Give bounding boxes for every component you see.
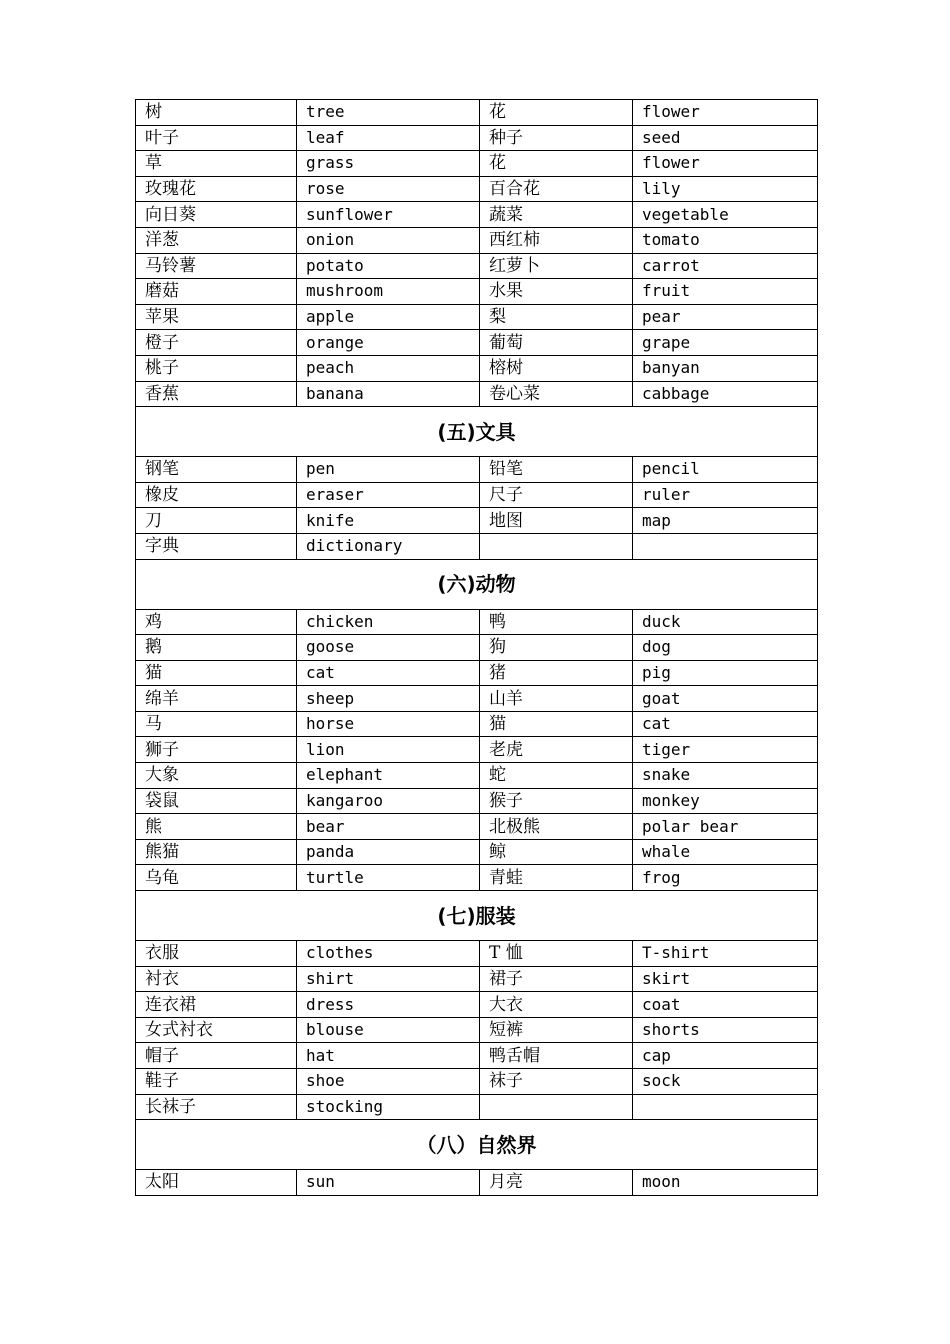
vocab-row (136, 508, 818, 534)
vocab-row (136, 202, 818, 228)
english-word-cell: ruler (633, 482, 818, 508)
vocab-row (136, 686, 818, 712)
chinese-word-cell: 百合花 (480, 176, 633, 202)
english-word-cell: moon (633, 1170, 818, 1196)
vocabulary-table (135, 99, 818, 1196)
chinese-word-cell: 橡皮 (136, 482, 297, 508)
section-title: (五)文具 (136, 407, 818, 457)
english-word-cell: frog (633, 865, 818, 891)
english-word-cell: lion (297, 737, 480, 763)
chinese-word-cell: 北极熊 (480, 814, 633, 840)
chinese-word-cell: 鲸 (480, 839, 633, 865)
chinese-word-cell: 袜子 (480, 1069, 633, 1095)
chinese-word-cell: 榕树 (480, 355, 633, 381)
english-word-cell: chicken (297, 609, 480, 635)
vocab-row (136, 1170, 818, 1196)
chinese-word-cell: 熊 (136, 814, 297, 840)
chinese-word-cell: 鸡 (136, 609, 297, 635)
english-word-cell: cabbage (633, 381, 818, 407)
chinese-word-cell: 鹅 (136, 635, 297, 661)
chinese-word-cell: 铅笔 (480, 457, 633, 483)
section-header-row (136, 1120, 818, 1170)
chinese-word-cell: 洋葱 (136, 227, 297, 253)
chinese-word-cell: 花 (480, 151, 633, 177)
english-word-cell: bear (297, 814, 480, 840)
english-word-cell: T-shirt (633, 941, 818, 967)
chinese-word-cell: 老虎 (480, 737, 633, 763)
vocab-row (136, 227, 818, 253)
chinese-word-cell: 乌龟 (136, 865, 297, 891)
section-title: （八）自然界 (136, 1120, 818, 1170)
english-word-cell: skirt (633, 966, 818, 992)
english-word-cell: duck (633, 609, 818, 635)
vocab-row (136, 660, 818, 686)
english-word-cell: onion (297, 227, 480, 253)
chinese-word-cell: 香蕉 (136, 381, 297, 407)
english-word-cell: tree (297, 100, 480, 126)
vocab-row (136, 763, 818, 789)
section-header-row (136, 559, 818, 609)
vocab-row (136, 865, 818, 891)
chinese-word-cell: 刀 (136, 508, 297, 534)
chinese-word-cell: 花 (480, 100, 633, 126)
chinese-word-cell: 连衣裙 (136, 992, 297, 1018)
vocab-row (136, 966, 818, 992)
chinese-word-cell: 字典 (136, 533, 297, 559)
vocab-row (136, 1017, 818, 1043)
english-word-cell: vegetable (633, 202, 818, 228)
english-word-cell: banana (297, 381, 480, 407)
english-word-cell: pig (633, 660, 818, 686)
chinese-word-cell: 衣服 (136, 941, 297, 967)
vocab-row (136, 457, 818, 483)
chinese-word-cell: 绵羊 (136, 686, 297, 712)
section-title: (六)动物 (136, 559, 818, 609)
section-header-row (136, 891, 818, 941)
english-word-cell: seed (633, 125, 818, 151)
english-word-cell: stocking (297, 1094, 480, 1120)
english-word-cell: eraser (297, 482, 480, 508)
english-word-cell: horse (297, 711, 480, 737)
english-word-cell: cat (297, 660, 480, 686)
chinese-word-cell: 橙子 (136, 330, 297, 356)
english-word-cell: apple (297, 304, 480, 330)
chinese-word-cell: 马铃薯 (136, 253, 297, 279)
vocab-row (136, 609, 818, 635)
english-word-cell: hat (297, 1043, 480, 1069)
english-word-cell: fruit (633, 279, 818, 305)
english-word-cell: dictionary (297, 533, 480, 559)
english-word-cell: grape (633, 330, 818, 356)
vocab-row (136, 711, 818, 737)
english-word-cell: shirt (297, 966, 480, 992)
chinese-word-cell: 葡萄 (480, 330, 633, 356)
chinese-word-cell: 草 (136, 151, 297, 177)
chinese-word-cell: 苹果 (136, 304, 297, 330)
chinese-word-cell: 裙子 (480, 966, 633, 992)
english-word-cell: carrot (633, 253, 818, 279)
english-word-cell: sheep (297, 686, 480, 712)
chinese-word-cell: 鞋子 (136, 1069, 297, 1095)
chinese-word-cell: 梨 (480, 304, 633, 330)
english-word-cell: flower (633, 151, 818, 177)
chinese-word-cell: 尺子 (480, 482, 633, 508)
vocab-row (136, 151, 818, 177)
chinese-word-cell: 玫瑰花 (136, 176, 297, 202)
chinese-word-cell: 鸭舌帽 (480, 1043, 633, 1069)
vocab-row (136, 941, 818, 967)
vocab-row (136, 482, 818, 508)
vocab-row (136, 814, 818, 840)
chinese-word-cell: 桃子 (136, 355, 297, 381)
chinese-word-cell: 猫 (480, 711, 633, 737)
english-word-cell: knife (297, 508, 480, 534)
chinese-word-cell: 狮子 (136, 737, 297, 763)
english-word-cell: pen (297, 457, 480, 483)
english-word-cell: tiger (633, 737, 818, 763)
vocab-row (136, 279, 818, 305)
chinese-word-cell: 熊猫 (136, 839, 297, 865)
chinese-word-cell: 衬衣 (136, 966, 297, 992)
chinese-word-cell: 钢笔 (136, 457, 297, 483)
chinese-word-cell: 地图 (480, 508, 633, 534)
vocab-row (136, 381, 818, 407)
english-word-cell: coat (633, 992, 818, 1018)
chinese-word-cell (480, 533, 633, 559)
chinese-word-cell: 红萝卜 (480, 253, 633, 279)
english-word-cell: potato (297, 253, 480, 279)
english-word-cell: shoe (297, 1069, 480, 1095)
vocab-row (136, 253, 818, 279)
chinese-word-cell: 鸭 (480, 609, 633, 635)
english-word-cell: shorts (633, 1017, 818, 1043)
english-word-cell: sock (633, 1069, 818, 1095)
chinese-word-cell (480, 1094, 633, 1120)
english-word-cell: map (633, 508, 818, 534)
chinese-word-cell: 向日葵 (136, 202, 297, 228)
chinese-word-cell: 长袜子 (136, 1094, 297, 1120)
english-word-cell: flower (633, 100, 818, 126)
english-word-cell: snake (633, 763, 818, 789)
chinese-word-cell: 西红柿 (480, 227, 633, 253)
chinese-word-cell: 蛇 (480, 763, 633, 789)
chinese-word-cell: 青蛙 (480, 865, 633, 891)
vocab-row (136, 737, 818, 763)
english-word-cell: orange (297, 330, 480, 356)
english-word-cell: monkey (633, 788, 818, 814)
vocab-row (136, 1043, 818, 1069)
english-word-cell: cap (633, 1043, 818, 1069)
chinese-word-cell: 山羊 (480, 686, 633, 712)
chinese-word-cell: 蔬菜 (480, 202, 633, 228)
vocab-row (136, 635, 818, 661)
section-header-row (136, 407, 818, 457)
vocab-row (136, 533, 818, 559)
vocab-row (136, 125, 818, 151)
vocab-row (136, 176, 818, 202)
chinese-word-cell: 太阳 (136, 1170, 297, 1196)
english-word-cell (633, 533, 818, 559)
english-word-cell: cat (633, 711, 818, 737)
english-word-cell: pear (633, 304, 818, 330)
chinese-word-cell: 短裤 (480, 1017, 633, 1043)
english-word-cell: goat (633, 686, 818, 712)
vocab-row (136, 788, 818, 814)
vocab-row (136, 839, 818, 865)
english-word-cell: whale (633, 839, 818, 865)
chinese-word-cell: 大象 (136, 763, 297, 789)
english-word-cell: leaf (297, 125, 480, 151)
english-word-cell: peach (297, 355, 480, 381)
chinese-word-cell: 水果 (480, 279, 633, 305)
vocab-row (136, 330, 818, 356)
chinese-word-cell: 女式衬衣 (136, 1017, 297, 1043)
english-word-cell: goose (297, 635, 480, 661)
chinese-word-cell: 马 (136, 711, 297, 737)
vocab-row (136, 1069, 818, 1095)
vocabulary-table-body (136, 100, 818, 1196)
chinese-word-cell: 帽子 (136, 1043, 297, 1069)
vocab-row (136, 100, 818, 126)
chinese-word-cell: 叶子 (136, 125, 297, 151)
english-word-cell: mushroom (297, 279, 480, 305)
chinese-word-cell: 袋鼠 (136, 788, 297, 814)
english-word-cell: turtle (297, 865, 480, 891)
section-title: (七)服装 (136, 891, 818, 941)
english-word-cell: clothes (297, 941, 480, 967)
english-word-cell: grass (297, 151, 480, 177)
english-word-cell: banyan (633, 355, 818, 381)
chinese-word-cell: 卷心菜 (480, 381, 633, 407)
chinese-word-cell: 猫 (136, 660, 297, 686)
english-word-cell: sunflower (297, 202, 480, 228)
english-word-cell: pencil (633, 457, 818, 483)
chinese-word-cell: 月亮 (480, 1170, 633, 1196)
english-word-cell: tomato (633, 227, 818, 253)
vocab-row (136, 1094, 818, 1120)
chinese-word-cell: 狗 (480, 635, 633, 661)
chinese-word-cell: T 恤 (480, 941, 633, 967)
vocab-row (136, 992, 818, 1018)
english-word-cell: lily (633, 176, 818, 202)
english-word-cell: dog (633, 635, 818, 661)
english-word-cell: polar bear (633, 814, 818, 840)
chinese-word-cell: 树 (136, 100, 297, 126)
english-word-cell: dress (297, 992, 480, 1018)
chinese-word-cell: 猴子 (480, 788, 633, 814)
english-word-cell: kangaroo (297, 788, 480, 814)
chinese-word-cell: 磨菇 (136, 279, 297, 305)
english-word-cell: elephant (297, 763, 480, 789)
chinese-word-cell: 猪 (480, 660, 633, 686)
english-word-cell: sun (297, 1170, 480, 1196)
vocab-row (136, 304, 818, 330)
chinese-word-cell: 种子 (480, 125, 633, 151)
english-word-cell (633, 1094, 818, 1120)
english-word-cell: rose (297, 176, 480, 202)
vocab-row (136, 355, 818, 381)
english-word-cell: panda (297, 839, 480, 865)
chinese-word-cell: 大衣 (480, 992, 633, 1018)
english-word-cell: blouse (297, 1017, 480, 1043)
